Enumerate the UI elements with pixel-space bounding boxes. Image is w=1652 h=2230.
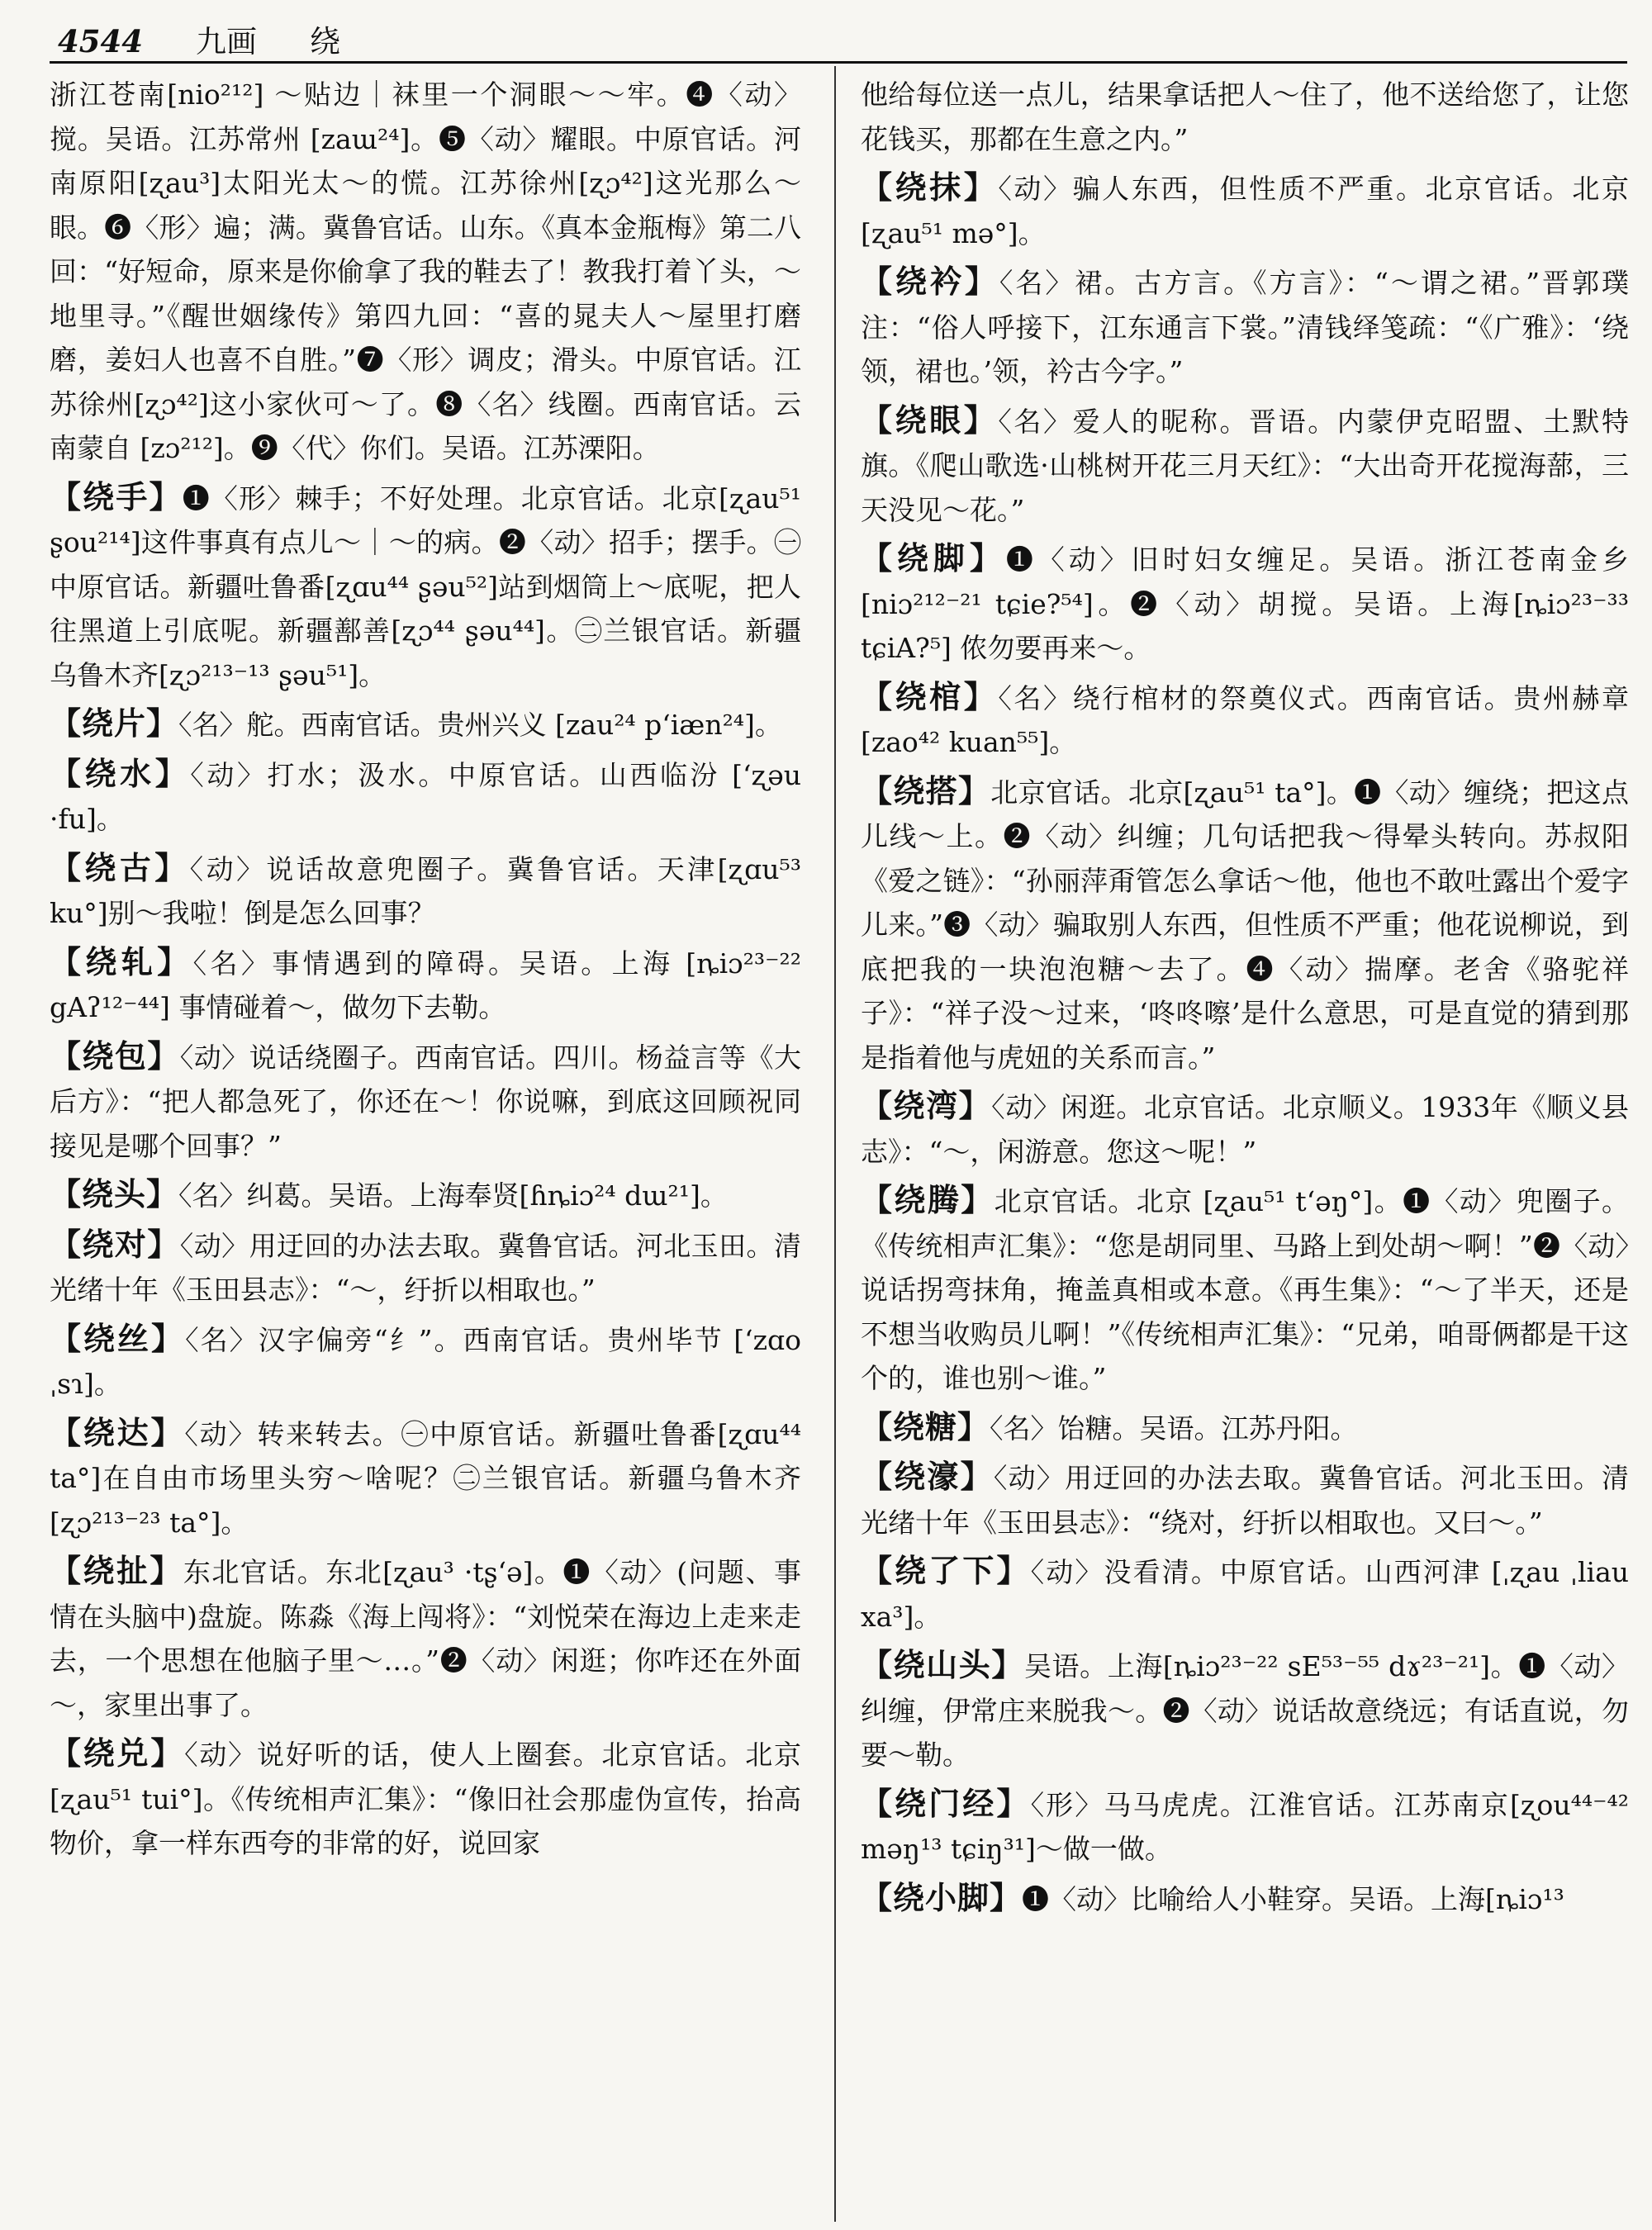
entry-definition: 〈动〉用迂回的办法去取。冀鲁官话。河北玉田。清光绪十年《玉田县志》：“绕对，纡折以相取也。又曰～。” (861, 1462, 1629, 1539)
dictionary-entry (50, 71, 801, 471)
dictionary-entry (50, 1222, 801, 1312)
dictionary-entry (50, 1411, 801, 1545)
entry-definition: 他给每位送一点儿，结果拿话把人～住了，他不送给您了，让您花钱买，那都在生意之内。” (861, 78, 1629, 155)
dictionary-entry (861, 1549, 1629, 1639)
entry-definition: 〈动〉说好听的话，使人上圈套。北京官话。北京 [ʐau⁵¹ tui°]。《传统相声汇集》：“像旧社会那虚伪宣传，抬高物价，拿一样东西夸的非常的好，说回家 (50, 1739, 801, 1859)
page-header (58, 17, 1602, 59)
entry-headword: 【绕抹】 (861, 168, 999, 206)
dictionary-entry (50, 940, 801, 1030)
dictionary-entry (861, 769, 1629, 1080)
dictionary-entry (861, 1178, 1629, 1401)
entry-headword: 【绕水】 (50, 754, 191, 792)
dictionary-entry (861, 398, 1629, 533)
entry-definition: ❶〈形〉棘手；不好处理。北京官话。北京[ʐau⁵¹ ʂou²¹⁴]这件事真有点儿～｜～的病。❷〈动〉招手；摆手。㊀中原官话。新疆吐鲁番[ʐɑu⁴⁴ ʂəu⁵²]站到烟筒上～底呢，把人往黑道上引底呢。新疆鄯善[ʐɔ⁴⁴ ʂəu⁴⁴]。㊁兰银官话。新疆乌鲁木齐[ʐɔ²¹³⁻¹³ ʂəu⁵¹]。 (50, 482, 801, 691)
dictionary-entry (861, 259, 1629, 394)
entry-headword: 【绕扯】 (50, 1552, 183, 1589)
entry-definition: 〈动〉说话故意兜圈子。冀鲁官话。天津[ʐɑu⁵³ ku°]别～我啦！倒是怎么回事？ (50, 852, 801, 929)
entry-definition: 〈名〉爱人的昵称。晋语。内蒙伊克昭盟、土默特旗。《爬山歌选·山桃树开花三月天红》：“大出奇开花搅海蔀，三天没见～花。” (861, 405, 1629, 526)
entry-headword: 【绕糖】 (861, 1407, 990, 1445)
entry-headword: 【绕小脚】 (861, 1878, 1023, 1916)
entry-headword: 【绕丝】 (50, 1319, 186, 1357)
entry-headword: 【绕片】 (50, 705, 179, 742)
entry-headword: 【绕头】 (50, 1175, 179, 1212)
page-number: 4544 (58, 23, 143, 59)
entry-headword: 【绕搭】 (861, 771, 991, 809)
entry-headword: 【绕了下】 (861, 1552, 1031, 1589)
entry-headword: 【绕脚】 (861, 539, 1006, 576)
dictionary-entry (861, 1643, 1629, 1777)
dictionary-entry (861, 675, 1629, 765)
entry-definition: 浙江苍南[nio²¹²] ～贴边｜袜里一个洞眼～～牢。❹〈动〉搅。吴语。江苏常州 [zaɯ²⁴]。❺〈动〉耀眼。中原官话。河南原阳[ʐau³]太阳光太～的慌。江苏徐州[ʐɔ⁴²]这光那么～眼。❻〈形〉遍；满。冀鲁官话。山东。《真本金瓶梅》第二八回：“好短命，原来是你偷拿了我的鞋去了！教我打着丫头，～地里寻。”《醒世姻缘传》第四九回：“喜的晁夫人～屋里打磨磨，姜妇人也喜不自胜。”❼〈形〉调皮；滑头。中原官话。江苏徐州[ʐɔ⁴²]这小家伙可～了。❽〈名〉线圈。西南官话。云南蒙自 [zɔ²¹²]。❾〈代〉你们。吴语。江苏溧阳。 (50, 78, 801, 464)
entry-definition: ❶〈动〉比喻给人小鞋穿。吴语。上海[ȵiɔ¹³ (1022, 1882, 1564, 1915)
dictionary-entry (861, 71, 1629, 161)
entry-headword: 【绕对】 (50, 1225, 180, 1263)
dictionary-entry (50, 701, 801, 747)
dictionary-entry (50, 1317, 801, 1407)
entry-definition: 〈动〉转来转去。㊀中原官话。新疆吐鲁番[ʐɑu⁴⁴ ta°]在自由市场里头穷～啥呢？㊁兰银官话。新疆乌鲁木齐[ʐɔ²¹³⁻²³ ta°]。 (50, 1417, 801, 1539)
entry-headword: 【绕棺】 (861, 677, 999, 715)
dictionary-entry (50, 1034, 801, 1169)
entry-definition: 东北官话。东北[ʐau³ ·tʂ‘ə]。❶〈动〉(问题、事情在头脑中)盘旋。陈淼《海上闯将》：“刘悦荣在海边上走来走去，一个思想在他脑子里～…。”❷〈动〉闲逛；你咋还在外面～，家里出事了。 (50, 1556, 801, 1721)
entry-definition: 〈名〉舵。西南官话。贵州兴义 [zau²⁴ p‘iæn²⁴]。 (178, 709, 782, 741)
entry-definition: 〈名〉饴糖。吴语。江苏丹阳。 (990, 1412, 1358, 1445)
entry-headword: 【绕湾】 (861, 1087, 992, 1124)
dictionary-entry (861, 165, 1629, 255)
dictionary-entry (861, 1454, 1629, 1544)
entry-definition: 〈形〉马马虎虎。江淮官话。江苏南京[ʐou⁴⁴⁻⁴² məŋ¹³ tɕiŋ³¹]～做一做。 (861, 1788, 1629, 1865)
entry-definition: 〈动〉说话绕圈子。西南官话。四川。杨益言等《大后方》：“把人都急死了，你还在～！你说嘛，到底这回顾祝同接见是哪个回事？” (50, 1041, 801, 1162)
entry-definition: 〈名〉纠葛。吴语。上海奉贤[ɦȵiɔ²⁴ dɯ²¹]。 (178, 1179, 728, 1212)
entry-definition: 〈动〉骗人东西，但性质不严重。北京官话。北京[ʐau⁵¹ mə°]。 (861, 173, 1629, 249)
head-character: 绕 (309, 24, 340, 59)
entry-headword: 【绕衿】 (861, 263, 999, 300)
dictionary-entry (50, 1549, 801, 1727)
entry-headword: 【绕山头】 (861, 1646, 1024, 1683)
right-column (861, 71, 1629, 2225)
entry-headword: 【绕达】 (50, 1413, 185, 1451)
column-divider (834, 66, 836, 2222)
entry-headword: 【绕兑】 (50, 1734, 185, 1772)
entry-definition: 北京官话。北京[ʐau⁵¹ ta°]。❶〈动〉缠绕；把这点儿线～上。❷〈动〉纠缠；几句话把我～得晕头转向。苏叔阳《爱之链》：“孙丽萍甭管怎么拿话～他，他也不敢吐露出个爱字儿来。”❸〈动〉骗取别人东西，但性质不严重；他花说柳说，到底把我的一块泡泡糖～去了。❹〈动〉揣摩。老舍《骆驼祥子》：“祥子没～过来，‘咚咚嚓’是什么意思，可是直觉的猜到那是指着他与虎妞的关系而言。” (861, 776, 1629, 1074)
entry-headword: 【绕轧】 (50, 942, 193, 980)
entry-headword: 【绕门经】 (861, 1784, 1031, 1822)
dictionary-entry (861, 1782, 1629, 1872)
entry-headword: 【绕眼】 (861, 401, 999, 439)
dictionary-entry (861, 1876, 1629, 1922)
entry-headword: 【绕古】 (50, 848, 190, 886)
entry-definition: 〈名〉事情遇到的障碍。吴语。上海 [ȵiɔ²³⁻²² gAʔ¹²⁻⁴⁴] 事情碰着～，做勿下去勒。 (50, 947, 801, 1023)
entry-definition: 〈名〉汉字偏旁“纟”。西南官话。贵州毕节 [ʻzɑo ˌsɿ]。 (50, 1323, 801, 1400)
entry-definition: 〈动〉闲逛。北京官话。北京顺义。1933年《顺义县志》：“～，闲游意。您这～呢！” (861, 1091, 1629, 1168)
entry-definition: 〈动〉用迂回的办法去取。冀鲁官话。河北玉田。清光绪十年《玉田县志》：“～，纡折以相取也。” (50, 1229, 801, 1306)
entry-headword: 【绕腾】 (861, 1181, 995, 1218)
entry-headword: 【绕手】 (50, 477, 183, 515)
entry-definition: ❶〈动〉旧时妇女缠足。吴语。浙江苍南金乡[niɔ²¹²⁻²¹ tɕie?⁵⁴]。❷〈动〉胡搅。吴语。上海[ȵiɔ²³⁻³³ tɕiA?⁵] 侬勿要再来～。 (861, 543, 1629, 664)
dictionary-entry (861, 1405, 1629, 1451)
header-rule (50, 61, 1627, 64)
entry-definition: 〈名〉绕行棺材的祭奠仪式。西南官话。贵州赫章[zao⁴² kuan⁵⁵]。 (861, 681, 1629, 758)
entry-definition: 〈名〉裙。古方言。《方言》：“～谓之裙。”晋郭璞注：“俗人呼接下，江东通言下裳。”清钱绎笺疏：“《广雅》：‘绕领，裙也。’领，衿古今字。” (861, 267, 1629, 387)
section-label: 九画 (195, 24, 257, 59)
dictionary-entry (50, 1172, 801, 1218)
entry-definition: 吴语。上海[ȵiɔ²³⁻²² sE⁵³⁻⁵⁵ dɤ²³⁻²¹]。❶〈动〉纠缠，伊常庄来脱我～。❷〈动〉说话故意绕远；有话直说，勿要～勒。 (861, 1650, 1629, 1771)
dictionary-entry (861, 1084, 1629, 1174)
entry-headword: 【绕包】 (50, 1037, 180, 1075)
dictionary-entry (50, 846, 801, 936)
dictionary-entry (50, 752, 801, 842)
left-column (50, 71, 801, 2225)
dictionary-entry (50, 1731, 801, 1866)
entry-headword: 【绕濠】 (861, 1458, 994, 1495)
entry-definition: 〈动〉没看清。中原官话。山西河津 [ˌʐau ˌliau xa³]。 (861, 1556, 1629, 1633)
entry-definition: 〈动〉打水；汲水。中原官话。山西临汾 [ʻʐəu ·fu]。 (50, 758, 801, 835)
entry-definition: 北京官话。北京 [ʐau⁵¹ t‘əŋ°]。❶〈动〉兜圈子。《传统相声汇集》：“您是胡同里、马路上到处胡～啊！”❷〈动〉说话拐弯抹角，掩盖真相或本意。《再生集》：“～了半天，还是不想当收购员儿啊！”《传统相声汇集》：“兄弟，咱哥俩都是干这个的，谁也别～谁。” (861, 1185, 1629, 1394)
dictionary-entry (50, 475, 801, 698)
dictionary-entry (861, 536, 1629, 671)
